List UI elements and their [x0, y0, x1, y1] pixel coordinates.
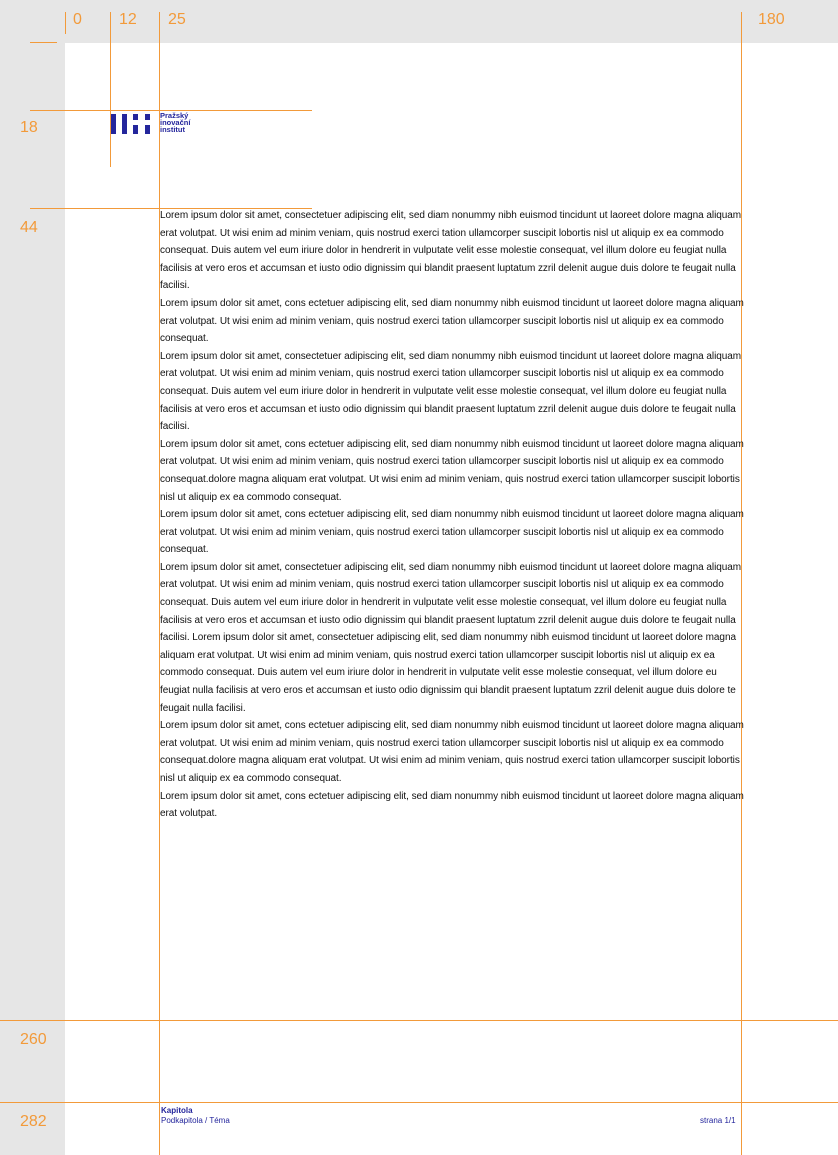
ruler-label-12: 12	[119, 11, 137, 28]
footer-subchapter: Podkapitola / Téma	[161, 1116, 230, 1125]
guide-row-282	[0, 1102, 838, 1103]
logo-mark-bar	[122, 114, 127, 134]
logo-mark-bar	[145, 114, 150, 120]
logo-mark-bar	[111, 114, 116, 134]
footer-chapter: Kapitola	[161, 1106, 193, 1115]
ruler-label-25: 25	[168, 11, 186, 28]
guide-row-260	[0, 1020, 838, 1021]
body-paragraph: Lorem ipsum dolor sit amet, consectetuer adipiscing elit, sed diam nonummy nibh euismod tincidunt ut laoreet dolore magna aliquam erat volutpat. Ut wisi enim ad minim veniam, quis nostrud exerci tation ullamcorper suscipit lobortis nisl ut aliquip ex ea commodo consequat. Duis autem vel eum iriure dolor in hendrerit in vulputate velit esse molestie consequat, vel illum dolore eu feugiat nulla facilisis at vero eros et accumsan et iusto odio dignissim qui blandit praesent luptatum zzril delenit augue duis dolore te feugait nulla facilisi.	[160, 350, 742, 433]
logo-wordmark	[160, 112, 190, 133]
logo-line-2: inovační	[160, 118, 191, 127]
body-paragraph: Lorem ipsum dolor sit amet, cons ectetuer adipiscing elit, sed diam nonummy nibh euismod tincidunt ut laoreet dolore magna aliquam erat volutpat. Ut wisi enim ad minim veniam, quis nostrud exerci tation ullamcorper suscipit lobortis nisl ut aliquip ex ea commodo consequat.	[160, 509, 744, 556]
footer-page-number: strana 1/1	[700, 1116, 736, 1125]
body-paragraph: Lorem ipsum dolor sit amet, cons ectetuer adipiscing elit, sed diam nonummy nibh euismod tincidunt ut laoreet dolore magna aliquam erat volutpat.	[160, 790, 744, 820]
body-paragraph: Lorem ipsum dolor sit amet, consectetuer adipiscing elit, sed diam nonummy nibh euismod tincidunt ut laoreet dolore magna aliquam erat volutpat. Ut wisi enim ad minim veniam, quis nostrud exerci tation ullamcorper suscipit lobortis nisl ut aliquip ex ea commodo consequat. Duis autem vel eum iriure dolor in hendrerit in vulputate velit esse molestie consequat, vel illum dolore eu feugiat nulla facilisis at vero eros et accumsan et iusto odio dignissim qui blandit praesent luptatum zzril delenit augue duis dolore te feugait nulla facilisi.	[160, 210, 742, 292]
body-paragraph: Lorem ipsum dolor sit amet, cons ectetuer adipiscing elit, sed diam nonummy nibh euismod tincidunt ut laoreet dolore magna aliquam erat volutpat. Ut wisi enim ad minim veniam, quis nostrud exerci tation ullamcorper suscipit lobortis nisl ut aliquip ex ea commodo consequat.dolore magna aliquam erat volutpat. Ut wisi enim ad minim veniam, quis nostrud exerci tation ullamcorper suscipit lobortis nisl ut aliquip ex ea commodo consequat.	[160, 720, 744, 784]
logo-mark-bar	[133, 125, 138, 134]
logo-mark-bar	[145, 125, 150, 134]
logo-line-3: institut	[160, 125, 185, 134]
guide-col-12	[110, 12, 111, 167]
logo-mark-bar	[133, 114, 138, 120]
guide-col-0	[65, 12, 66, 34]
guide-top-short	[30, 42, 57, 43]
body-paragraph: Lorem ipsum dolor sit amet, cons ectetuer adipiscing elit, sed diam nonummy nibh euismod tincidunt ut laoreet dolore magna aliquam erat volutpat. Ut wisi enim ad minim veniam, quis nostrud exerci tation ullamcorper suscipit lobortis nisl ut aliquip ex ea commodo consequat.	[160, 297, 744, 345]
body-text	[160, 207, 745, 823]
body-paragraph: Lorem ipsum dolor sit amet, cons ectetuer adipiscing elit, sed diam nonummy nibh euismod tincidunt ut laoreet dolore magna aliquam erat volutpat. Ut wisi enim ad minim veniam, quis nostrud exerci tation ullamcorper suscipit lobortis nisl ut aliquip ex ea commodo consequat.dolore magna aliquam erat volutpat. Ut wisi enim ad minim veniam, quis nostrud exerci tation ullamcorper suscipit lobortis nisl ut aliquip ex ea commodo consequat.	[160, 438, 744, 503]
ruler-label-282: 282	[20, 1113, 47, 1130]
ruler-label-260: 260	[20, 1031, 47, 1048]
ruler-label-44: 44	[20, 219, 38, 236]
body-paragraph: Lorem ipsum dolor sit amet, consectetuer adipiscing elit, sed diam nonummy nibh euismod tincidunt ut laoreet dolore magna aliquam erat volutpat. Ut wisi enim ad minim veniam, quis nostrud exerci tation ullamcorper suscipit lobortis nisl ut aliquip ex ea commodo consequat. Duis autem vel eum iriure dolor in hendrerit in vulputate velit esse molestie consequat, vel illum dolore eu feugiat nulla facilisis at vero eros et accumsan et iusto odio dignissim qui blandit praesent luptatum zzril delenit augue duis dolore te feugait nulla facilisi. Lorem ipsum dolor sit amet, consectetuer adipiscing elit, sed diam nonummy nibh euismod tincidunt ut laoreet dolore magna aliquam erat volutpat. Ut wisi enim ad minim veniam, quis nostrud exerci tation ullamcorper suscipit lobortis nisl ut aliquip ex ea commodo consequat. Duis autem vel eum iriure dolor in hendrerit in vulputate velit esse molestie consequat, vel illum dolore eu feugiat nulla facilisis at vero eros et accumsan et iusto odio dignissim qui blandit praesent luptatum zzril delenit augue duis dolore te feugait nulla facilisi.	[160, 561, 742, 714]
ruler-label-180: 180	[758, 11, 785, 28]
ruler-label-0: 0	[73, 11, 82, 28]
ruler-label-18: 18	[20, 119, 38, 136]
logo-line-1: Pražský	[160, 111, 189, 120]
institute-logo	[111, 112, 211, 142]
